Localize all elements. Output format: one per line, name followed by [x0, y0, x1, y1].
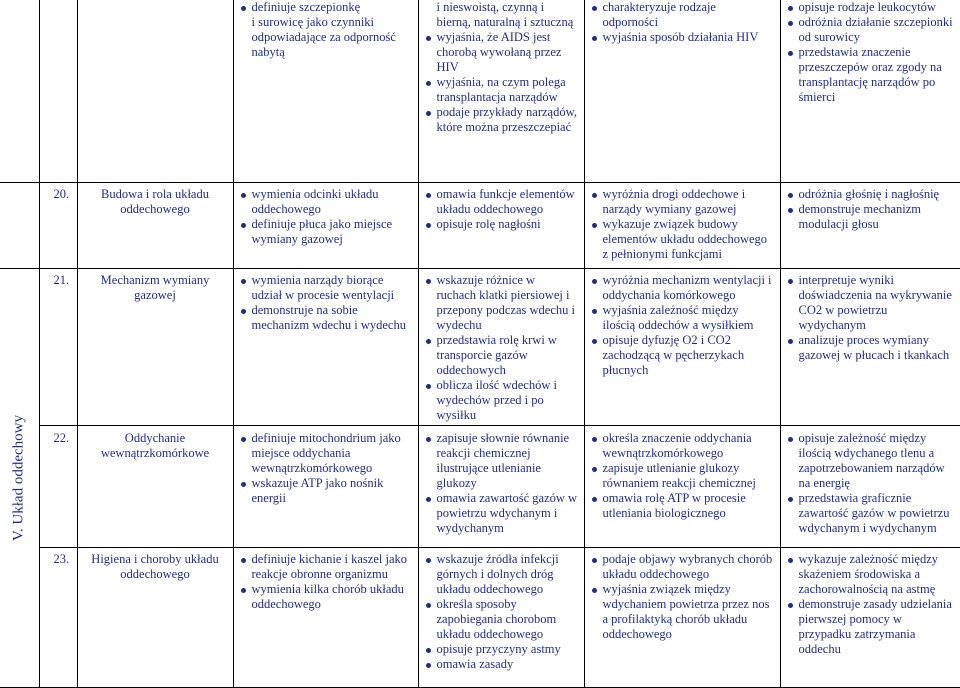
list-item: opisuje przyczyny astmy [425, 642, 578, 657]
list-item: omawia zawartość gazów w powietrzu wdychanym i wydychanym [425, 491, 578, 536]
list-item: definiuje kichanie i kaszel jako reakcje obronne organizmu [240, 552, 412, 582]
list-item: definiuje płuca jako miejsce wymiany gazowej [240, 217, 412, 247]
list-item: wyróżnia mechanizm wentylacji i oddychania komórkowego [591, 273, 774, 303]
requirements-cell-4 [780, 182, 960, 268]
lesson-number: 23. [39, 547, 77, 687]
requirements-cell-2 [418, 0, 584, 182]
list-item: wymienia narządy biorące udział w procesie wentylacji [240, 273, 412, 303]
list-item: wyjaśnia, na czym polega transplantacja narządów [425, 75, 578, 105]
list-item: omawia rolę ATP w procesie utleniania biologicznego [591, 491, 774, 521]
list-item: podaje objawy wybranych chorób układu oddechowego [591, 552, 774, 582]
lesson-number: 21. [39, 268, 77, 425]
list-item: wskazuje ATP jako nośnik energii [240, 476, 412, 506]
number-cell [39, 0, 77, 182]
list-item: opisuje dyfuzję O2 i CO2 zachodzącą w pęcherzykach płucnych [591, 333, 774, 378]
list-item: i surowicę jako czynniki odpowiadające za odporność nabytą [251, 15, 396, 59]
requirements-cell-1 [233, 425, 418, 547]
empty-cell [0, 182, 39, 268]
section-label-cell [0, 268, 39, 687]
list-item: wskazuje różnice w ruchach klatki piersiowej i przepony podczas wdechu i wydechu [425, 273, 578, 333]
lesson-topic: Mechanizm wymiany gazowej [77, 268, 233, 425]
list-item: wyjaśnia zależność między ilością oddechów a wysiłkiem [591, 303, 774, 333]
list-item: opisuje zależność między ilością wdychanego tlenu a zapotrzebowaniem narządów na energię [787, 431, 956, 491]
list-item: omawia funkcje elementów układu oddechowego [425, 187, 578, 217]
list-item: zapisuje utlenianie glukozy równaniem reakcji chemicznej [591, 461, 774, 491]
requirements-cell-2 [418, 547, 584, 687]
requirements-cell-1 [233, 0, 418, 182]
list-item: wymienia kilka chorób układu oddechowego [240, 582, 412, 612]
empty-cell [0, 0, 39, 182]
lesson-topic: Oddychanie wewnątrzkomórkowe [77, 425, 233, 547]
list-item: wyjaśnia związek między wdychaniem powietrza przez nos a profilaktyką chorób układu oddechowego [591, 582, 774, 642]
list-item: demonstruje mechanizm modulacji głosu [787, 202, 956, 232]
list-item: wskazuje źródła infekcji górnych i dolnych dróg układu oddechowego [425, 552, 578, 597]
lesson-topic: Budowa i rola układu oddechowego [77, 182, 233, 268]
list-item: zapisuje słownie równanie reakcji chemicznej ilustrujące utlenianie glukozy [425, 431, 578, 491]
requirements-cell-4 [780, 268, 960, 425]
list-item: definiuje szczepionkę [240, 0, 412, 15]
requirements-cell-4 [780, 0, 960, 182]
requirements-cell-3 [584, 268, 780, 425]
requirements-cell-1 [233, 547, 418, 687]
requirements-cell-4 [780, 425, 960, 547]
list-item: wymienia odcinki układu oddechowego [240, 187, 412, 217]
requirements-cell-3 [584, 182, 780, 268]
list-item: odróżnia głośnię i nagłośnię [787, 187, 956, 202]
list-item: wyróżnia drogi oddechowe i narządy wymiany gazowej [591, 187, 774, 217]
requirements-cell-1 [233, 182, 418, 268]
table-row [0, 0, 960, 182]
list-item: oblicza ilość wdechów i wydechów przed i po wysiłku [425, 378, 578, 423]
list-item: wykazuje związek budowy elementów układu oddechowego z pełnionymi funkcjami [591, 217, 774, 262]
requirements-cell-2 [418, 268, 584, 425]
list-item: demonstruje zasady udzielania pierwszej pomocy w przypadku zatrzymania oddechu [787, 597, 956, 657]
list-item: przedstawia rolę krwi w transporcie gazów oddechowych [425, 333, 578, 378]
list-item: wykazuje zależność między skażeniem środowiska a zachorowalnością na astmę [787, 552, 956, 597]
list-item: określa znaczenie oddychania wewnątrzkomórkowego [591, 431, 774, 461]
list-item: podaje przykłady narządów, które można przeszczepiać [425, 105, 578, 135]
table-row [0, 425, 960, 547]
list-item: i nieswoistą, czynną i bierną, naturalną i sztuczną [436, 0, 574, 29]
table-row [0, 268, 960, 425]
list-item: omawia zasady [425, 657, 578, 672]
table-row [0, 182, 960, 268]
list-item: przedstawia znaczenie przeszczepów oraz zgody na transplantację narządów po śmierci [787, 45, 956, 105]
list-item: przedstawia graficznie zawartość gazów w powietrzu wdychanym i wydychanym [787, 491, 956, 536]
list-item: demonstruje na sobie mechanizm wdechu i wydechu [240, 303, 412, 333]
lesson-number: 20. [39, 182, 77, 268]
lesson-number: 22. [39, 425, 77, 547]
list-item: opisuje rolę nagłośni [425, 217, 578, 232]
list-item: wyjaśnia, że AIDS jest chorobą wywołaną przez HIV [425, 30, 578, 75]
requirements-cell-3 [584, 0, 780, 182]
list-item: określa sposoby zapobiegania chorobom układu oddechowego [425, 597, 578, 642]
requirements-cell-1 [233, 268, 418, 425]
requirements-cell-3 [584, 547, 780, 687]
list-item: wyjaśnia sposób działania HIV [591, 30, 774, 45]
list-item: analizuje proces wymiany gazowej w płucach i tkankach [787, 333, 956, 363]
lesson-topic: Higiena i choroby układu oddechowego [77, 547, 233, 687]
requirements-cell-4 [780, 547, 960, 687]
requirements-cell-2 [418, 182, 584, 268]
list-item: definiuje mitochondrium jako miejsce oddychania wewnątrzkomórkowego [240, 431, 412, 476]
list-item: odróżnia działanie szczepionki od surowicy [787, 15, 956, 45]
list-item: opisuje rodzaje leukocytów [787, 0, 956, 15]
list-item: interpretuje wyniki doświadczenia na wykrywanie CO2 w powietrzu wydychanym [787, 273, 956, 333]
requirements-cell-3 [584, 425, 780, 547]
table-row [0, 547, 960, 687]
list-item: charakteryzuje rodzaje odporności [591, 0, 774, 30]
requirements-cell-2 [418, 425, 584, 547]
topic-cell [77, 0, 233, 182]
section-label: V. Układ oddechowy [10, 414, 27, 541]
